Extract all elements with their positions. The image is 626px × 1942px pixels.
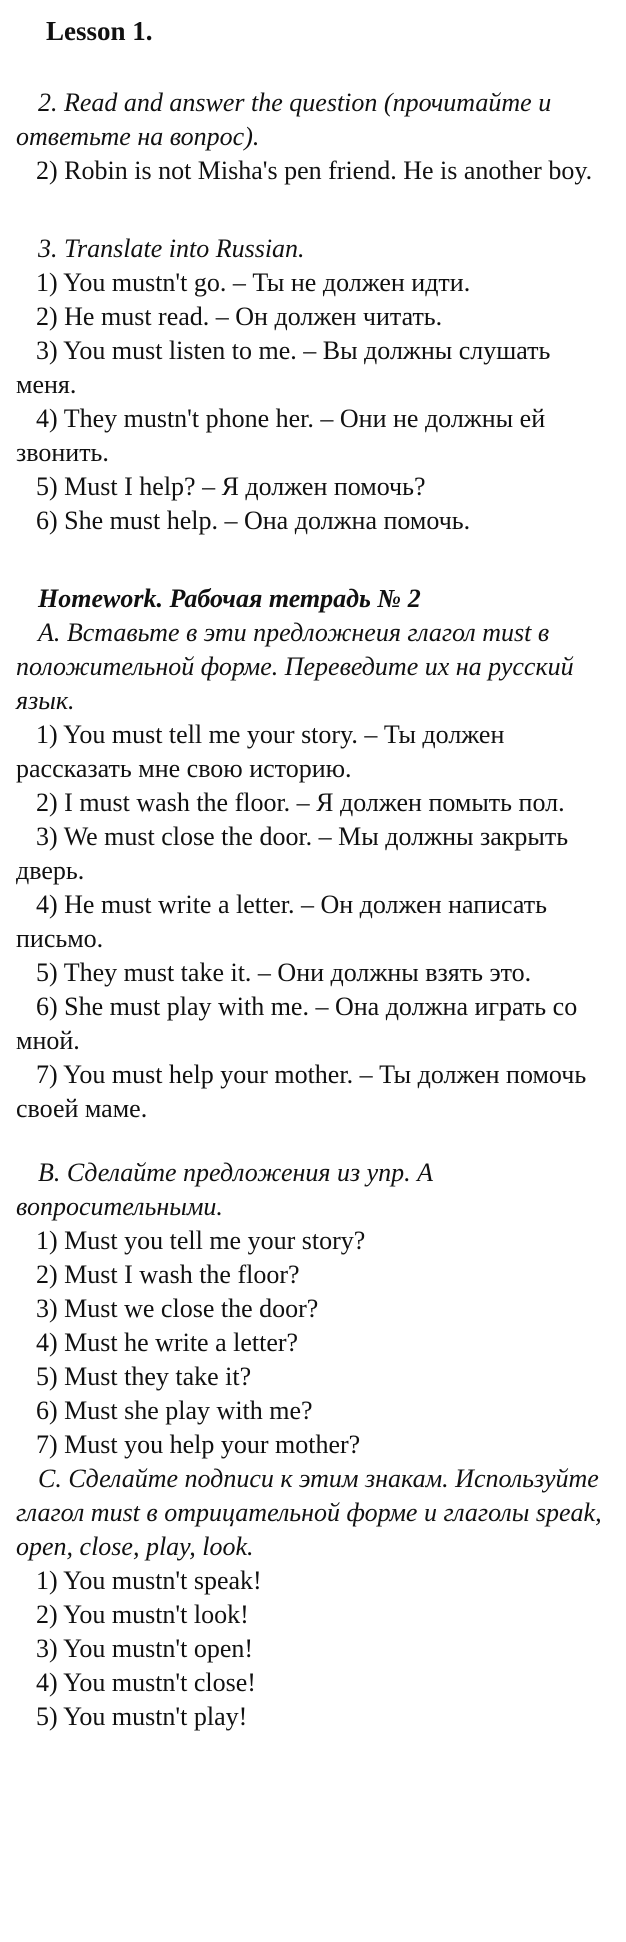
homework-c-item: 5) You mustn't play! — [36, 1702, 248, 1731]
exercise-3-item: 4) They mustn't phone her. – Они не должны ей звонить. — [16, 404, 546, 467]
homework-a-item: 7) You must help your mother. – Ты должен помочь своей маме. — [16, 1060, 587, 1123]
homework-c-item: 1) You mustn't speak! — [36, 1566, 262, 1595]
homework-c-item: 2) You mustn't look! — [36, 1600, 249, 1629]
homework — [16, 582, 610, 1734]
exercise-3-item: 3) You must listen to me. – Вы должны слушать меня. — [16, 336, 551, 399]
homework-c-instruction: C. Сделайте подписи к этим знакам. Используйте глагол must в отрицательной форме и глаголы speak, open, close, play, look. — [16, 1464, 602, 1561]
lesson-title: Lesson 1. — [46, 16, 153, 46]
homework-a-item: 6) She must play with me. – Она должна играть со мной. — [16, 992, 578, 1055]
exercise-3-item: 1) You mustn't go. – Ты не должен идти. — [36, 268, 471, 297]
homework-part-a — [16, 616, 610, 1126]
homework-b-item: 2) Must I wash the floor? — [36, 1260, 300, 1289]
exercise-3-item: 5) Must I help? – Я должен помочь? — [36, 472, 426, 501]
homework-a-item: 1) You must tell me your story. – Ты должен рассказать мне свою историю. — [16, 720, 505, 783]
homework-c-item: 3) You mustn't open! — [36, 1634, 254, 1663]
homework-b-item: 5) Must they take it? — [36, 1362, 252, 1391]
homework-b-item: 6) Must she play with me? — [36, 1396, 313, 1425]
exercise-3-instruction: 3. Translate into Russian. — [38, 234, 305, 263]
homework-part-b — [16, 1156, 610, 1462]
homework-a-item: 4) He must write a letter. – Он должен написать письмо. — [16, 890, 547, 953]
homework-a-item: 5) They must take it. – Они должны взять это. — [36, 958, 532, 987]
exercise-2 — [16, 86, 610, 188]
exercise-2-instruction: 2. Read and answer the question (прочитайте и ответьте на вопрос). — [16, 88, 552, 151]
homework-b-instruction: B. Сделайте предложения из упр. А вопросительными. — [16, 1158, 434, 1221]
homework-b-item: 7) Must you help your mother? — [36, 1430, 361, 1459]
homework-c-item: 4) You mustn't close! — [36, 1668, 256, 1697]
homework-a-item: 2) I must wash the floor. – Я должен помыть пол. — [36, 788, 565, 817]
exercise-2-answer: 2) Robin is not Misha's pen friend. He is another boy. — [36, 156, 593, 185]
homework-b-item: 4) Must he write a letter? — [36, 1328, 299, 1357]
homework-a-instruction: A. Вставьте в эти предложнеия глагол must в положительной форме. Переведите их на русский язык. — [16, 618, 574, 715]
homework-b-item: 1) Must you tell me your story? — [36, 1226, 366, 1255]
exercise-3-item: 6) She must help. – Она должна помочь. — [36, 506, 471, 535]
homework-title: Homework. Рабочая тетрадь № 2 — [38, 584, 421, 613]
homework-a-item: 3) We must close the door. – Мы должны закрыть дверь. — [16, 822, 569, 885]
exercise-3-item: 2) He must read. – Он должен читать. — [36, 302, 443, 331]
homework-part-c — [16, 1462, 610, 1734]
exercise-3 — [16, 232, 610, 538]
homework-b-item: 3) Must we close the door? — [36, 1294, 319, 1323]
